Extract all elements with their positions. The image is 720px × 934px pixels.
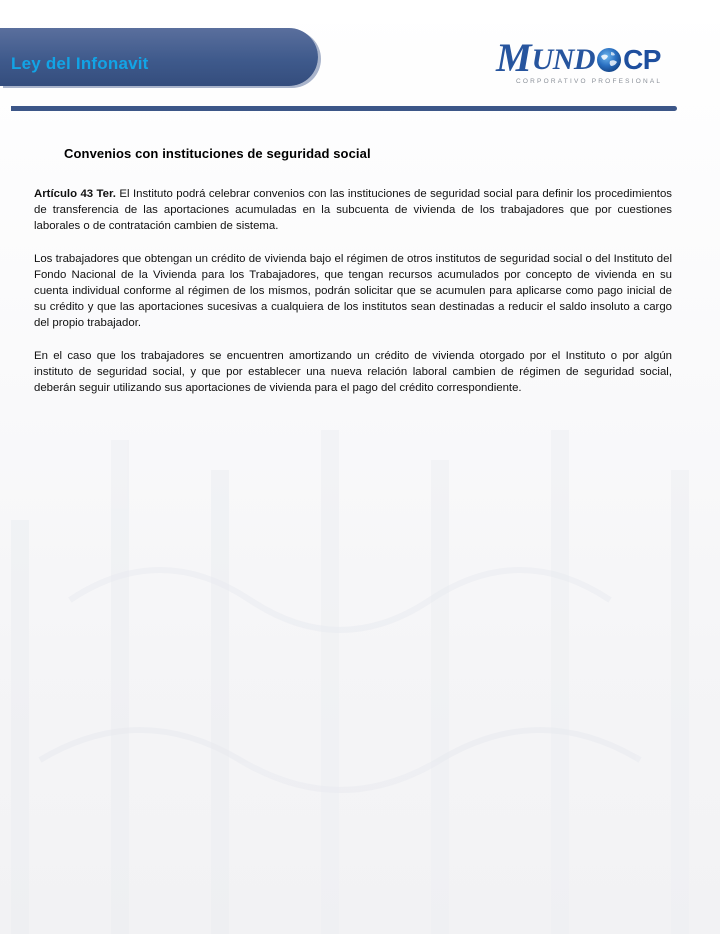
section-heading: Convenios con instituciones de seguridad social	[64, 146, 371, 161]
article-body	[34, 186, 672, 412]
article-paragraph-2: Los trabajadores que obtengan un crédito de vivienda bajo el régimen de otros institutos de seguridad social o del Instituto del Fondo Nacional de la Vivienda para los Trabajadores, que tengan recursos acumulados por concepto de vivienda en su cuenta individual conforme al régimen de los mismos, podrán solicitar que se acumulen para aplicarse como pago inicial de su crédito y que las aportaciones sucesivas a cualquiera de los institutos sean destinadas a reducir el saldo insoluto a cargo del propio trabajador.	[34, 252, 672, 330]
article-paragraph-3: En el caso que los trabajadores se encuentren amortizando un crédito de vivienda otorgado por el Instituto o por algún instituto de seguridad social, y que por establecer una nueva relación laboral cambien de régimen de seguridad social, deberán seguir utilizando sus aportaciones de vivienda para el pago del crédito correspondiente.	[34, 349, 672, 395]
globe-icon	[596, 47, 622, 73]
logo-tagline: CORPORATIVO PROFESIONAL	[516, 78, 663, 85]
article-paragraph-1-text: El Instituto podrá celebrar convenios con las instituciones de seguridad social para definir los procedimientos de transferencia de las aportaciones acumuladas en la subcuenta de vivienda de los trabajadores que por cuestiones laborales o de contratación cambien de sistema.	[34, 188, 673, 233]
logo-letters-cp: CP	[623, 44, 661, 75]
logo-letters-und: UND	[531, 43, 596, 76]
page-title: Ley del Infonavit	[11, 54, 149, 73]
header-divider	[11, 106, 677, 111]
logo-letter-m: M	[496, 35, 532, 80]
article-paragraph-1	[34, 186, 672, 235]
logo-wordmark	[496, 36, 661, 78]
article-label: Artículo 43 Ter.	[34, 188, 116, 200]
mundocp-logo	[496, 36, 682, 92]
